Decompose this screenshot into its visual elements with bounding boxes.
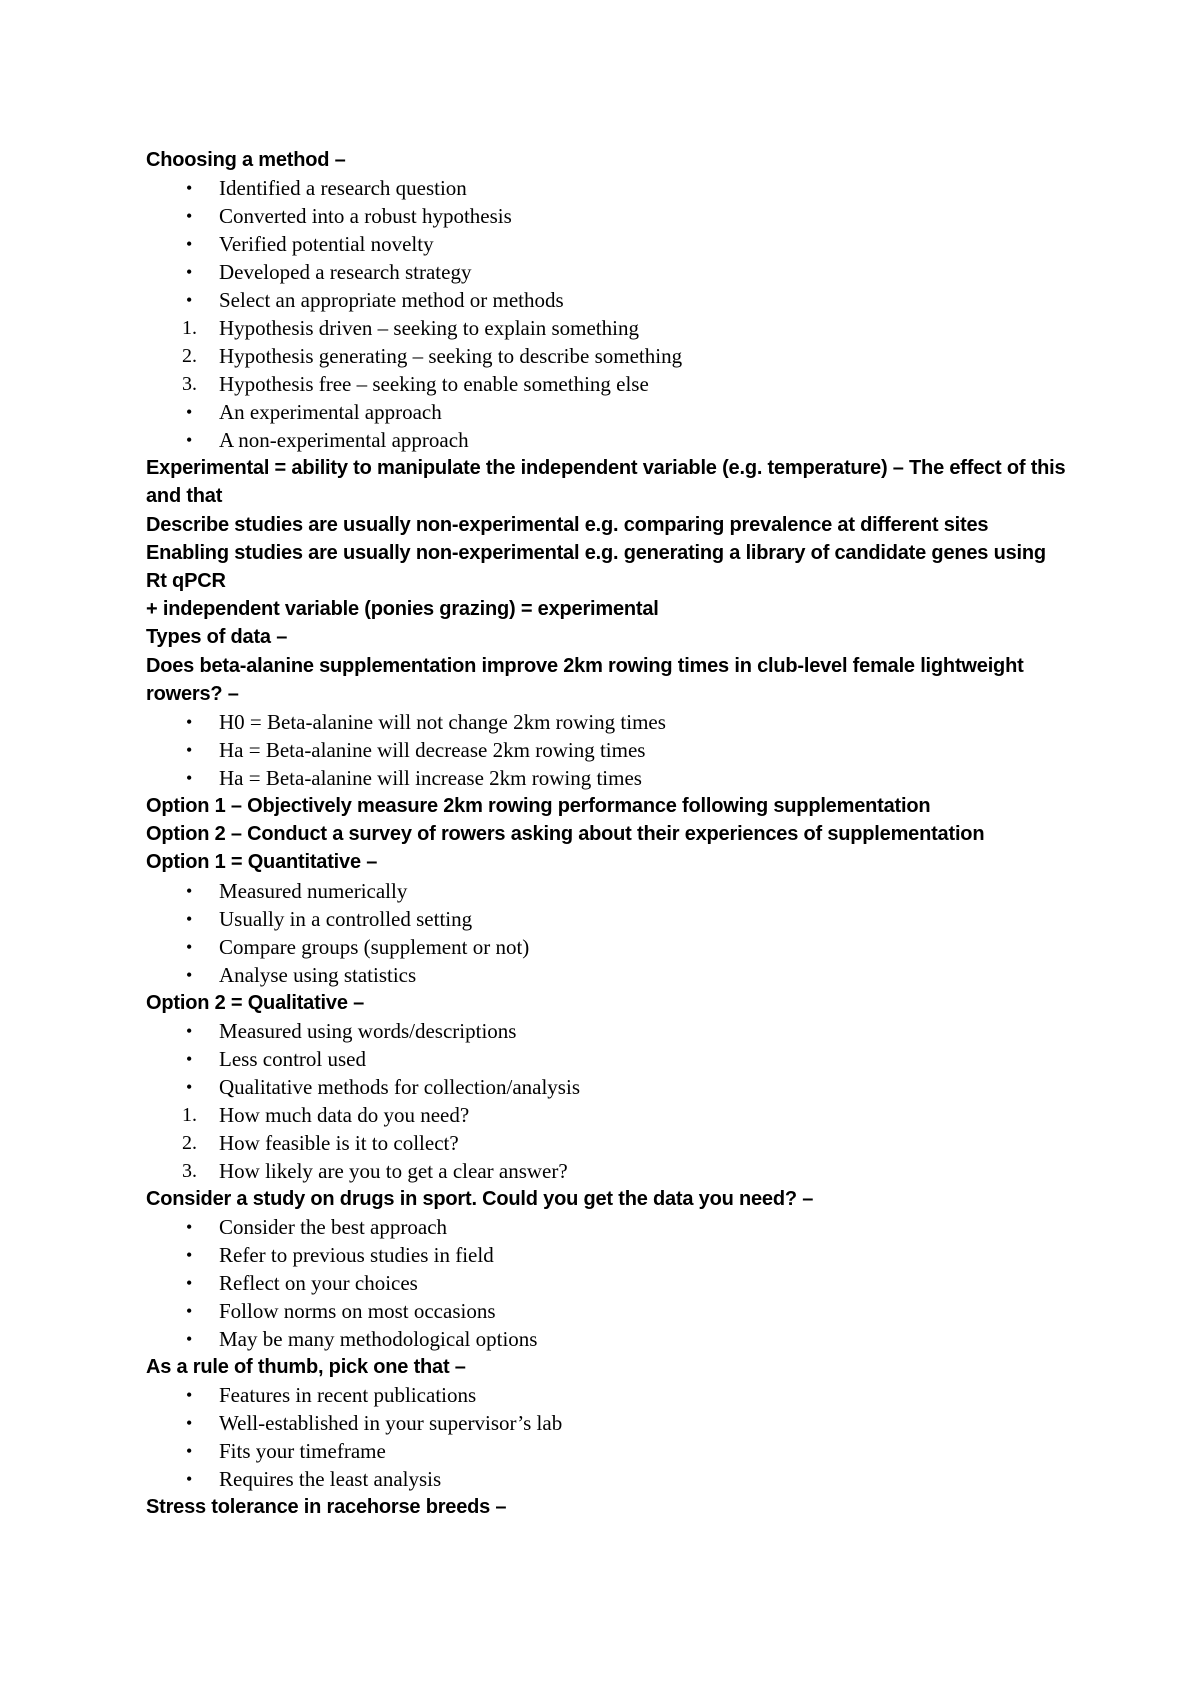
bullet-icon: • [186, 1245, 193, 1266]
bullet-icon: • [186, 936, 193, 957]
list-item [146, 1465, 1066, 1493]
note-list [146, 877, 1066, 989]
bullet-icon: • [186, 206, 193, 227]
section-heading: Consider a study on drugs in sport. Could you get the data you need? – [146, 1187, 814, 1210]
note-list [146, 174, 1066, 454]
bullet-icon: • [186, 290, 193, 311]
bullet-icon: • [186, 908, 193, 929]
section-heading: Option 1 – Objectively measure 2km rowing performance following supplementation [146, 795, 931, 818]
list-item-text: Ha = Beta-alanine will increase 2km rowing times [219, 766, 642, 791]
list-item-text: Compare groups (supplement or not) [219, 934, 530, 959]
list-item [146, 174, 1066, 202]
list-item [146, 1213, 1066, 1241]
list-item-text: Fits your timeframe [219, 1439, 386, 1464]
list-item-text: Features in recent publications [219, 1383, 477, 1408]
list-item [146, 933, 1066, 961]
note-list [146, 1213, 1066, 1353]
list-item [146, 314, 1066, 342]
list-item [146, 1297, 1066, 1325]
list-item [146, 258, 1066, 286]
bullet-icon: • [186, 1469, 193, 1490]
list-item-text: Follow norms on most occasions [219, 1299, 496, 1324]
bullet-icon: • [186, 1273, 193, 1294]
list-number: 1. [182, 1103, 197, 1126]
section-heading: Stress tolerance in racehorse breeds – [146, 1496, 507, 1519]
list-item [146, 1437, 1066, 1465]
list-item [146, 1017, 1066, 1045]
bullet-icon: • [186, 1076, 193, 1097]
section-heading: Option 2 – Conduct a survey of rowers asking about their experiences of supplementation [146, 823, 985, 846]
bullet-icon: • [186, 1217, 193, 1238]
list-item [146, 342, 1066, 370]
bullet-icon: • [186, 1413, 193, 1434]
note-list [146, 708, 1066, 792]
section-heading: Describe studies are usually non-experimental e.g. comparing prevalence at different sites [146, 513, 989, 536]
list-number: 2. [182, 345, 197, 368]
list-item-text: A non-experimental approach [219, 428, 469, 453]
list-item-text: Hypothesis generating – seeking to describe something [219, 344, 683, 369]
list-item [146, 1325, 1066, 1353]
bullet-icon: • [186, 712, 193, 733]
list-item-text: Measured using words/descriptions [219, 1018, 517, 1043]
bullet-icon: • [186, 262, 193, 283]
list-item-text: Reflect on your choices [219, 1271, 418, 1296]
section-heading: + independent variable (ponies grazing) = experimental [146, 598, 659, 621]
list-item-text: How much data do you need? [219, 1102, 470, 1127]
list-item-text: May be many methodological options [219, 1327, 538, 1352]
list-item-text: Requires the least analysis [219, 1467, 442, 1492]
section-heading: Experimental = ability to manipulate the independent variable (e.g. temperature) – The effect of this and that [146, 457, 1066, 508]
list-item [146, 1045, 1066, 1073]
list-item-text: Qualitative methods for collection/analysis [219, 1074, 580, 1099]
list-item [146, 736, 1066, 764]
bullet-icon: • [186, 1020, 193, 1041]
section-heading: Option 2 = Qualitative – [146, 991, 365, 1014]
list-item [146, 230, 1066, 258]
note-list [146, 1381, 1066, 1493]
list-item-text: An experimental approach [219, 400, 442, 425]
bullet-icon: • [186, 1048, 193, 1069]
list-item-text: Converted into a robust hypothesis [219, 204, 512, 229]
list-item-text: Analyse using statistics [219, 962, 417, 987]
list-item-text: Refer to previous studies in field [219, 1243, 494, 1268]
list-item-text: H0 = Beta-alanine will not change 2km rowing times [219, 710, 666, 735]
list-item [146, 286, 1066, 314]
list-item-text: How feasible is it to collect? [219, 1130, 459, 1155]
bullet-icon: • [186, 1385, 193, 1406]
bullet-icon: • [186, 234, 193, 255]
list-item-text: Measured numerically [219, 878, 408, 903]
bullet-icon: • [186, 768, 193, 789]
list-item-text: Verified potential novelty [219, 232, 434, 257]
list-item-text: Ha = Beta-alanine will decrease 2km rowing times [219, 738, 646, 763]
list-number: 3. [182, 373, 197, 396]
list-item-text: Less control used [219, 1046, 366, 1071]
section-heading: Types of data – [146, 626, 288, 649]
list-item [146, 1269, 1066, 1297]
section-heading: Does beta-alanine supplementation improve 2km rowing times in club-level female lightweight rowers? – [146, 654, 1024, 705]
bullet-icon: • [186, 1329, 193, 1350]
list-item [146, 1101, 1066, 1129]
list-item [146, 1157, 1066, 1185]
section-heading: Option 1 = Quantitative – [146, 851, 378, 874]
list-item-text: How likely are you to get a clear answer? [219, 1158, 568, 1183]
list-item [146, 426, 1066, 454]
list-number: 1. [182, 317, 197, 340]
section-heading: As a rule of thumb, pick one that – [146, 1356, 466, 1379]
list-item [146, 961, 1066, 989]
bullet-icon: • [186, 964, 193, 985]
bullet-icon: • [186, 880, 193, 901]
list-item-text: Well-established in your supervisor’s lab [219, 1411, 563, 1436]
document-body [146, 146, 1066, 1521]
bullet-icon: • [186, 430, 193, 451]
list-item-text: Developed a research strategy [219, 260, 472, 285]
section-heading: Enabling studies are usually non-experimental e.g. generating a library of candidate genes using Rt qPCR [146, 541, 1046, 593]
list-item [146, 398, 1066, 426]
list-item [146, 370, 1066, 398]
list-item [146, 1409, 1066, 1437]
list-item-text: Hypothesis free – seeking to enable something else [219, 372, 649, 397]
bullet-icon: • [186, 740, 193, 761]
bullet-icon: • [186, 1441, 193, 1462]
list-item [146, 1381, 1066, 1409]
list-item-text: Hypothesis driven – seeking to explain something [219, 316, 639, 341]
note-list [146, 1017, 1066, 1185]
list-item [146, 905, 1066, 933]
list-item-text: Usually in a controlled setting [219, 906, 473, 931]
list-item [146, 1241, 1066, 1269]
list-number: 2. [182, 1131, 197, 1154]
bullet-icon: • [186, 178, 193, 199]
section-heading: Choosing a method – [146, 149, 346, 171]
bullet-icon: • [186, 402, 193, 423]
list-item-text: Select an appropriate method or methods [219, 288, 564, 313]
list-item-text: Consider the best approach [219, 1215, 448, 1240]
list-item [146, 202, 1066, 230]
list-item-text: Identified a research question [219, 176, 467, 201]
list-item [146, 1073, 1066, 1101]
list-item [146, 1129, 1066, 1157]
list-item [146, 877, 1066, 905]
bullet-icon: • [186, 1301, 193, 1322]
list-number: 3. [182, 1159, 197, 1182]
list-item [146, 764, 1066, 792]
list-item [146, 708, 1066, 736]
